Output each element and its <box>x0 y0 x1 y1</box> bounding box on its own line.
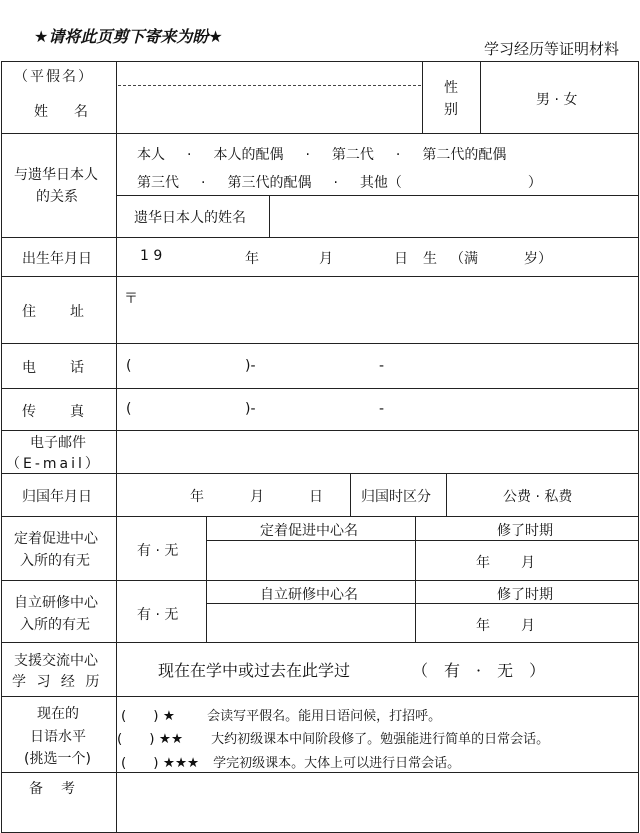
support-label-1: 支援交流中心 <box>14 653 98 669</box>
relation-label-2: 的关系 <box>36 189 78 205</box>
sex-label-2: 别 <box>444 102 458 118</box>
fax-input[interactable] <box>118 390 637 429</box>
separator-dot: · <box>305 147 310 163</box>
return-label: 归国年月日 <box>22 489 92 505</box>
self-center-name-input[interactable] <box>208 605 414 641</box>
level-option-box[interactable]: ( ) <box>121 755 159 771</box>
self-center-month-unit: 月 <box>521 618 535 634</box>
kana-label: （平假名） <box>14 69 94 85</box>
birth-born: 生 <box>423 251 437 267</box>
settle-center-name-header: 定着促进中心名 <box>260 523 358 539</box>
self-center-period-header: 修了时期 <box>497 587 553 603</box>
settle-center-year-unit: 年 <box>476 555 490 571</box>
star-icon: ★★ <box>158 731 184 747</box>
option-spouse[interactable]: 本人的配偶 <box>213 147 284 163</box>
cut-out-note: ★请将此页剪下寄来为盼★ <box>34 27 223 46</box>
fax-dash: - <box>379 401 385 417</box>
self-center-year-unit: 年 <box>476 618 490 634</box>
return-day-unit: 日 <box>309 489 323 505</box>
separator-dot: · <box>395 147 401 163</box>
level-option-1[interactable] <box>121 704 441 724</box>
settle-center-month-unit: 月 <box>521 555 535 571</box>
phone-label: 电 话 <box>22 360 86 376</box>
phone-open-paren: ( <box>126 358 132 374</box>
name-input[interactable] <box>118 88 420 132</box>
birth-age-close: 岁） <box>524 251 552 267</box>
settle-center-label-2: 入所的有无 <box>20 553 90 569</box>
japanese-level-label-2: 日语水平 <box>30 729 86 745</box>
birth-age-open: （满 <box>450 251 478 267</box>
support-text: 现在在学中或过去在此学过 <box>158 661 351 680</box>
japanese-level-label-3: (挑选一个) <box>24 751 91 767</box>
email-label-1: 电子邮件 <box>30 435 86 451</box>
address-label: 住 址 <box>22 304 86 320</box>
postal-mark: 〒 <box>124 291 138 307</box>
level-option-2[interactable] <box>117 727 549 747</box>
settle-center-name-input[interactable] <box>208 542 414 579</box>
self-center-label-2: 入所的有无 <box>20 617 90 633</box>
option-second-gen[interactable]: 第二代 <box>331 147 374 163</box>
level-option-text: 大约初级课本中间阶段修了。勉强能进行简单的日常会话。 <box>211 732 550 747</box>
sex-choice[interactable]: 男 · 女 <box>536 92 578 108</box>
settle-center-yes-no[interactable]: 有 · 无 <box>137 543 179 559</box>
address-input[interactable] <box>118 278 637 342</box>
option-other[interactable]: 其他（ <box>359 175 402 191</box>
settle-center-label-1: 定着促进中心 <box>14 531 98 547</box>
level-option-box[interactable]: ( ) <box>117 731 155 747</box>
self-center-name-header: 自立研修中心名 <box>260 587 358 603</box>
remarks-input[interactable] <box>118 774 637 831</box>
birth-month-unit: 月 <box>319 251 333 267</box>
level-option-3[interactable] <box>121 751 460 771</box>
option-second-gen-spouse[interactable]: 第二代的配偶 <box>422 147 507 163</box>
document-title: 学习经历等证明材料 <box>484 40 620 58</box>
email-input[interactable] <box>118 432 637 472</box>
star-icon: ★ <box>162 708 175 724</box>
option-third-gen-spouse[interactable]: 第三代的配偶 <box>227 175 312 191</box>
settle-center-period-header: 修了时期 <box>497 523 553 539</box>
level-option-text: 会读写平假名。能用日语问候，打招呼。 <box>207 709 442 724</box>
separator-dot: · <box>187 147 192 163</box>
sex-label-1: 性 <box>444 80 458 96</box>
self-center-label-1: 自立研修中心 <box>14 595 98 611</box>
phone-close-paren: )- <box>245 358 256 374</box>
fax-label: 传 真 <box>22 404 86 420</box>
name-label: 姓 名 <box>34 104 94 120</box>
support-label-2: 学 习 经 历 <box>12 674 103 690</box>
fax-close-paren: )- <box>245 401 256 417</box>
return-category-choice[interactable]: 公费 · 私费 <box>503 489 573 505</box>
return-year-unit: 年 <box>190 489 204 505</box>
option-third-gen[interactable]: 第三代 <box>137 175 179 191</box>
email-label-2: （E-mail） <box>6 456 102 472</box>
birth-label: 出生年月日 <box>22 251 92 267</box>
remarks-label: 备 考 <box>29 781 77 797</box>
return-category-label: 归国时区分 <box>361 489 431 505</box>
other-close-paren: ） <box>527 175 542 191</box>
kana-input[interactable] <box>118 63 420 84</box>
birth-day-unit: 日 <box>394 251 408 267</box>
separator-dot: · <box>333 175 338 191</box>
birth-year-prefix: 1 9 <box>140 248 163 264</box>
relation-label-1: 与遗华日本人 <box>14 167 98 183</box>
level-option-box[interactable]: ( ) <box>121 708 159 724</box>
level-option-text: 学完初级课本。大体上可以进行日常会话。 <box>213 756 461 771</box>
orphan-name-label: 遗华日本人的姓名 <box>134 210 246 226</box>
orphan-name-input[interactable] <box>271 197 637 236</box>
japanese-level-label-1: 现在的 <box>37 706 79 722</box>
separator-dot: · <box>201 175 206 191</box>
phone-dash: - <box>379 358 385 374</box>
relation-options-line-1[interactable] <box>137 144 506 164</box>
self-center-yes-no[interactable]: 有 · 无 <box>137 607 179 623</box>
relation-options-line-2[interactable] <box>137 172 542 192</box>
fax-open-paren: ( <box>126 401 132 417</box>
return-month-unit: 月 <box>250 489 264 505</box>
birth-year-unit: 年 <box>245 251 259 267</box>
star-icon: ★★★ <box>162 755 200 771</box>
phone-input[interactable] <box>118 345 637 387</box>
support-choice[interactable]: （ 有 · 无 ） <box>412 661 546 680</box>
option-self[interactable]: 本人 <box>137 147 165 163</box>
